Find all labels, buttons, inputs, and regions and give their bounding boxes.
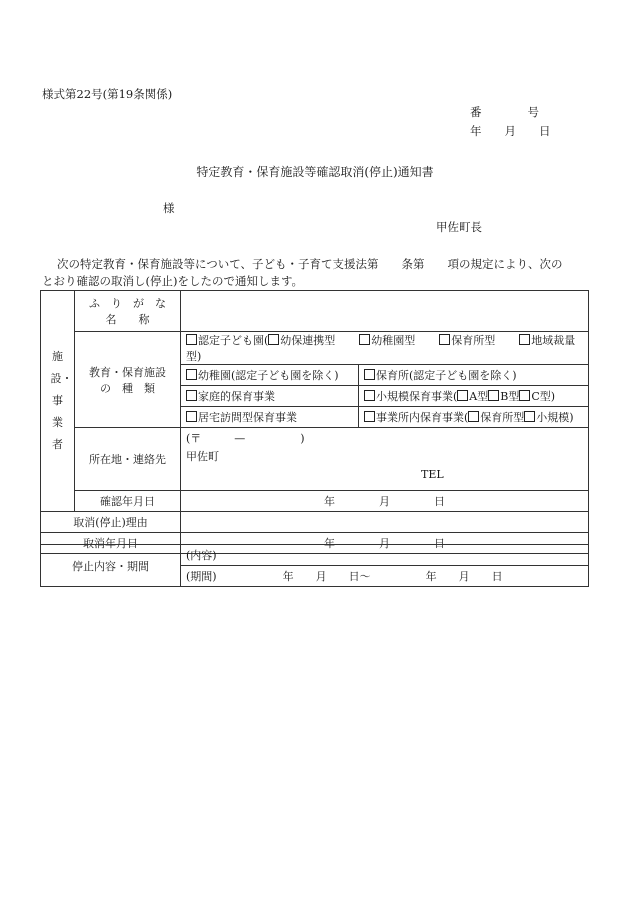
document-title: 特定教育・保育施設等確認取消(停止)通知書 — [196, 165, 434, 179]
stop-period-field[interactable]: (期間) 年 月 日～ 年 月 日 — [181, 566, 589, 587]
confirm-date-field[interactable]: 年 月 日 — [181, 491, 589, 512]
type-option-home-visit: 居宅訪問型保育事業 — [181, 407, 359, 428]
facility-group-label: 施設・事業者 — [41, 291, 75, 512]
type-option-home-care: 家庭的保育事業 — [181, 386, 359, 407]
stop-content-field[interactable]: (内容) — [181, 545, 589, 566]
document-number-label: 番 号 — [470, 105, 539, 119]
checkbox[interactable] — [488, 390, 499, 401]
cancel-reason-label: 取消(停止)理由 — [41, 512, 181, 533]
type-option-workplace: 事業所内保育事業( 保育所型 小規模) — [359, 407, 589, 428]
notice-form-table — [40, 290, 589, 554]
table-row — [41, 491, 589, 512]
type-option-row-1: 認定子ども園( 幼保連携型 幼稚園型 保育所型 地域裁量型) — [181, 332, 589, 365]
table-row — [41, 332, 589, 365]
facility-name-field[interactable] — [181, 291, 589, 332]
cancel-date-label: 取消年月日 — [41, 533, 181, 554]
type-option-kindergarten: 幼稚園(認定子ども園を除く) — [181, 365, 359, 386]
table-row — [41, 428, 589, 491]
form-number: 様式第22号(第19条関係) — [42, 87, 173, 101]
checkbox[interactable] — [186, 334, 197, 345]
checkbox[interactable] — [457, 390, 468, 401]
checkbox[interactable] — [524, 411, 535, 422]
checkbox[interactable] — [519, 334, 530, 345]
table-row — [41, 545, 589, 566]
addressee-suffix: 様 — [163, 201, 175, 215]
checkbox[interactable] — [268, 334, 279, 345]
checkbox[interactable] — [186, 411, 197, 422]
tel-label: TEL — [421, 468, 444, 481]
body-text-line-1: 次の特定教育・保育施設等について、子ども・子育て支援法第 条第 項の規定により、次の — [57, 257, 563, 271]
furigana-name-label: ふ り が な 名 称 — [75, 291, 181, 332]
checkbox[interactable] — [364, 411, 375, 422]
checkbox[interactable] — [364, 390, 375, 401]
address-label: 所在地・連絡先 — [75, 428, 181, 491]
document-date-label: 年 月 日 — [470, 124, 551, 138]
body-text-line-2: とおり確認の取消し(停止)をしたので通知します。 — [42, 274, 304, 288]
table-row — [41, 512, 589, 533]
cancel-reason-field[interactable] — [181, 512, 589, 533]
confirm-date-label: 確認年月日 — [75, 491, 181, 512]
address-town: 甲佐町 — [186, 450, 219, 463]
checkbox[interactable] — [439, 334, 450, 345]
checkbox[interactable] — [519, 390, 530, 401]
table-row — [41, 291, 589, 332]
cancel-date-field[interactable]: 年 月 日 — [181, 533, 589, 554]
stop-period-table — [40, 544, 589, 587]
checkbox[interactable] — [186, 390, 197, 401]
type-option-nursery: 保育所(認定子ども園を除く) — [359, 365, 589, 386]
facility-type-label: 教育・保育施設 の 種 類 — [75, 332, 181, 428]
issuer-name: 甲佐町長 — [436, 220, 482, 234]
address-field[interactable] — [181, 428, 589, 491]
checkbox[interactable] — [468, 411, 479, 422]
stop-content-period-label: 停止内容・期間 — [41, 545, 181, 587]
checkbox[interactable] — [364, 369, 375, 380]
checkbox[interactable] — [186, 369, 197, 380]
type-option-small-scale: 小規模保育事業( A型 B型 C型) — [359, 386, 589, 407]
postal-code: (〒 — ) — [186, 432, 305, 445]
checkbox[interactable] — [359, 334, 370, 345]
